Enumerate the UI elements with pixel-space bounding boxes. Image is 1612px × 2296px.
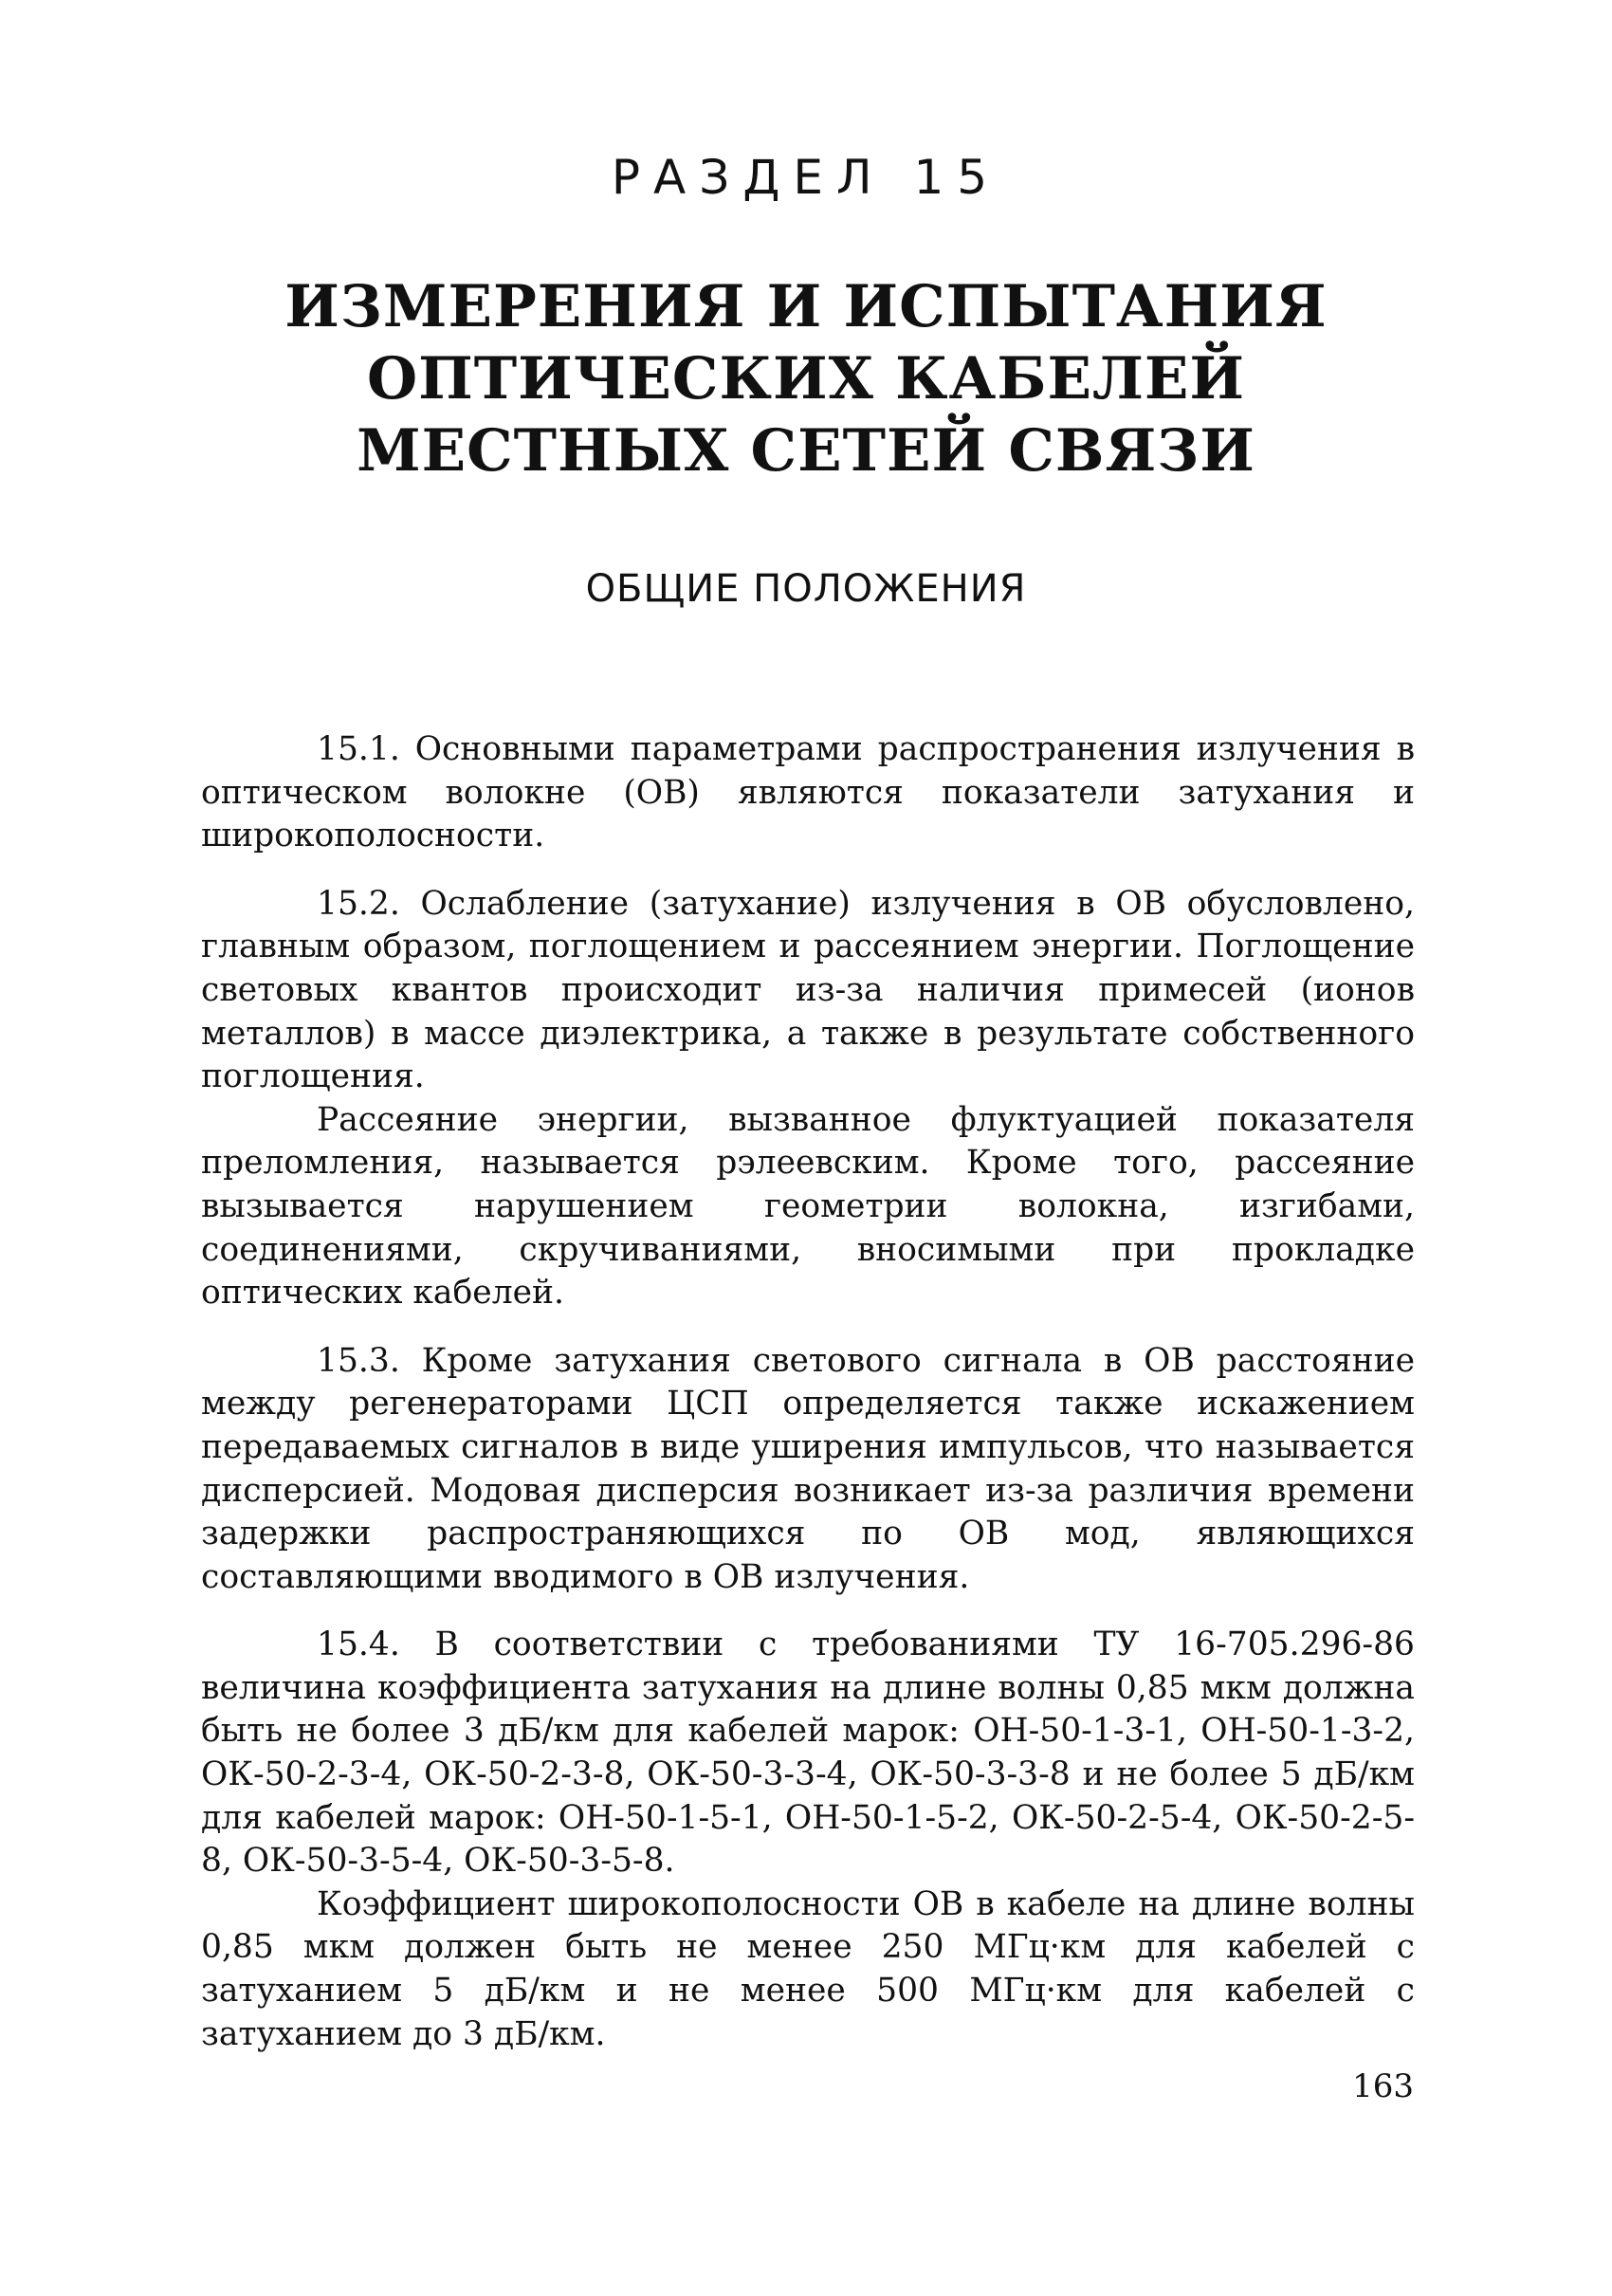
paragraph-15-3: 15.3. Кроме затухания светового сигнала в ОВ расстояние между регенераторами ЦСП определяется также искажением передаваемых сигналов в виде уширения импульсов, что называется дисперсией. Модовая дисперсия возникает из-за различия времени задержки распространяющихся по ОВ мод, являющихся составляющими вводимого в ОВ излучения. — [201, 1341, 1415, 1596]
chapter-title-line-2: ОПТИЧЕСКИХ КАБЕЛЕЙ — [366, 345, 1246, 413]
chapter-title-line-3: МЕСТНЫХ СЕТЕЙ СВЯЗИ — [357, 417, 1255, 485]
paragraph-15-2-scattering: Рассеяние энергии, вызванное флуктуацией показателя преломления, называется рэлеевским. Кроме того, рассеяние вызывается нарушением геометрии волокна, изгибами, соединениями, скручиваниями, вносимыми при прокладке оптических кабелей. — [201, 1100, 1415, 1313]
body-text — [201, 728, 1415, 2056]
chapter-title — [0, 271, 1612, 487]
paragraph-15-1: 15.1. Основными параметрами распространения излучения в оптическом волокне (ОВ) являются показатели затухания и широкополосности. — [201, 730, 1415, 855]
paragraph-15-2: 15.2. Ослабление (затухание) излучения в ОВ обусловлено, главным образом, поглощением и рассеянием энергии. Поглощение световых квантов происходит из-за наличия примесей (ионов металлов) в массе диэлектрика, а также в результате собственного поглощения. — [201, 884, 1415, 1096]
section-label: РАЗДЕЛ 15 — [611, 150, 1001, 205]
paragraph-15-4: 15.4. В соответствии с требованиями ТУ 16-705.296-86 величина коэффициента затухания на длине волны 0,85 мкм должна быть не более 3 дБ/км для кабелей марок: ОН-50-1-3-1, ОН-50-1-3-2, ОК-50-2-3-4, ОК-50-2-3-8, ОК-50-3-3-4, ОК-50-3-3-8 и не более 5 дБ/км для кабелей марок: ОН-50-1-5-1, ОН-50-1-5-2, ОК-50-2-5-4, ОК-50-2-5-8, ОК-50-3-5-4, ОК-50-3-5-8. — [201, 1626, 1415, 1881]
chapter-title-line-1: ИЗМЕРЕНИЯ И ИСПЫТАНИЯ — [284, 273, 1328, 340]
subsection-title: ОБЩИЕ ПОЛОЖЕНИЯ — [585, 567, 1027, 611]
paragraph-15-4-bandwidth: Коэффициент широкополосности ОВ в кабеле на длине волны 0,85 мкм должен быть не менее 250 МГц·км для кабелей с затуханием 5 дБ/км и не менее 500 МГц·км для кабелей с затуханием до 3 дБ/км. — [201, 1884, 1415, 2053]
page-number: 163 — [1352, 2067, 1414, 2105]
